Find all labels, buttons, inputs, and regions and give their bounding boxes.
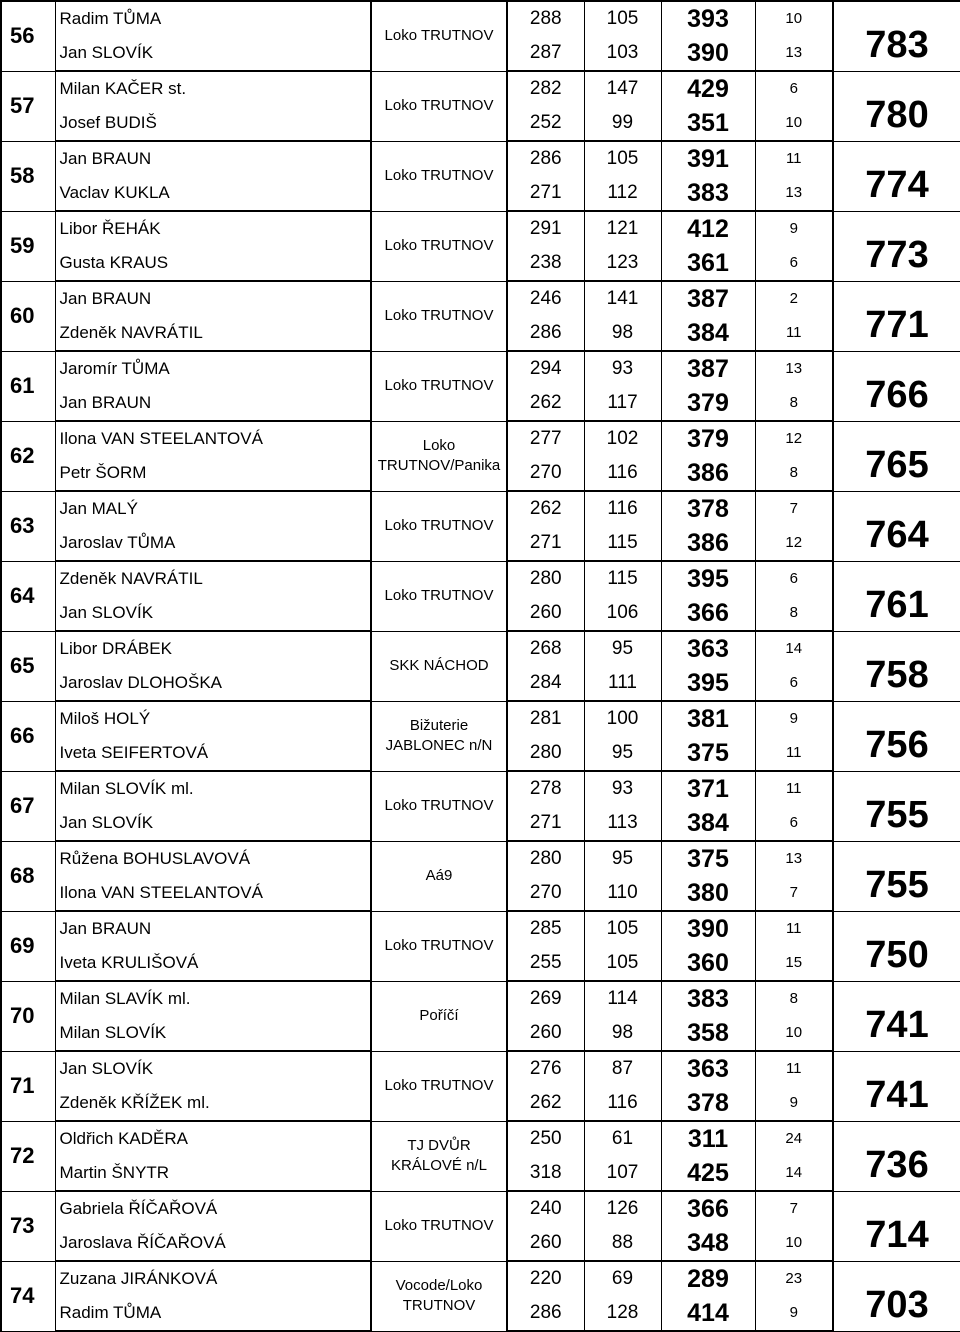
clear-score: 105 xyxy=(584,911,661,946)
misses-count: 2 xyxy=(755,281,833,316)
misses-count: 12 xyxy=(755,526,833,561)
table-row xyxy=(1,561,960,596)
table-row xyxy=(1,841,960,876)
player-total: 378 xyxy=(661,1086,755,1121)
club-cell: Aá9 xyxy=(371,841,507,911)
table-row xyxy=(1,71,960,106)
player-name: Petr ŠORM xyxy=(55,456,371,491)
table-row xyxy=(1,631,960,666)
rank-cell: 57 xyxy=(1,71,55,141)
full-score: 250 xyxy=(507,1121,584,1156)
club-cell: TJ DVŮR KRÁLOVÉ n/L xyxy=(371,1121,507,1191)
player-total: 363 xyxy=(661,1051,755,1086)
pair-total: 761 xyxy=(833,561,960,631)
misses-count: 7 xyxy=(755,1191,833,1226)
misses-count: 13 xyxy=(755,36,833,71)
full-score: 260 xyxy=(507,1016,584,1051)
clear-score: 117 xyxy=(584,386,661,421)
full-score: 260 xyxy=(507,1226,584,1261)
player-total: 381 xyxy=(661,701,755,736)
full-score: 276 xyxy=(507,1051,584,1086)
player-name: Jan BRAUN xyxy=(55,386,371,421)
player-total: 361 xyxy=(661,246,755,281)
clear-score: 121 xyxy=(584,211,661,246)
player-name: Jan BRAUN xyxy=(55,281,371,316)
full-score: 318 xyxy=(507,1156,584,1191)
misses-count: 11 xyxy=(755,911,833,946)
full-score: 286 xyxy=(507,1296,584,1331)
pair-total: 765 xyxy=(833,421,960,491)
full-score: 255 xyxy=(507,946,584,981)
table-row xyxy=(1,141,960,176)
full-score: 285 xyxy=(507,911,584,946)
rank-cell: 72 xyxy=(1,1121,55,1191)
club-cell: SKK NÁCHOD xyxy=(371,631,507,701)
player-total: 412 xyxy=(661,211,755,246)
player-total: 358 xyxy=(661,1016,755,1051)
table-row xyxy=(1,351,960,386)
player-name: Libor ŘEHÁK xyxy=(55,211,371,246)
player-name: Iveta KRULIŠOVÁ xyxy=(55,946,371,981)
misses-count: 15 xyxy=(755,946,833,981)
clear-score: 115 xyxy=(584,526,661,561)
table-row xyxy=(1,1261,960,1296)
full-score: 269 xyxy=(507,981,584,1016)
player-name: Josef BUDIŠ xyxy=(55,106,371,141)
misses-count: 9 xyxy=(755,1086,833,1121)
pair-total: 758 xyxy=(833,631,960,701)
club-cell: Loko TRUTNOV/Panika xyxy=(371,421,507,491)
full-score: 220 xyxy=(507,1261,584,1296)
player-name: Oldřich KADĚRA xyxy=(55,1121,371,1156)
player-total: 348 xyxy=(661,1226,755,1261)
full-score: 277 xyxy=(507,421,584,456)
player-name: Milan SLAVÍK ml. xyxy=(55,981,371,1016)
player-total: 363 xyxy=(661,631,755,666)
player-name: Jaromír TŮMA xyxy=(55,351,371,386)
clear-score: 114 xyxy=(584,981,661,1016)
club-cell: Loko TRUTNOV xyxy=(371,211,507,281)
player-name: Ilona VAN STEELANTOVÁ xyxy=(55,876,371,911)
club-cell: Loko TRUTNOV xyxy=(371,1051,507,1121)
pair-total: 780 xyxy=(833,71,960,141)
full-score: 281 xyxy=(507,701,584,736)
table-row xyxy=(1,211,960,246)
misses-count: 7 xyxy=(755,491,833,526)
player-total: 429 xyxy=(661,71,755,106)
rank-cell: 68 xyxy=(1,841,55,911)
full-score: 270 xyxy=(507,876,584,911)
misses-count: 10 xyxy=(755,1016,833,1051)
table-row xyxy=(1,1121,960,1156)
pair-total: 773 xyxy=(833,211,960,281)
full-score: 294 xyxy=(507,351,584,386)
full-score: 282 xyxy=(507,71,584,106)
player-name: Jan BRAUN xyxy=(55,911,371,946)
club-cell: Loko TRUTNOV xyxy=(371,1,507,71)
misses-count: 6 xyxy=(755,666,833,701)
pair-total: 764 xyxy=(833,491,960,561)
clear-score: 102 xyxy=(584,421,661,456)
rank-cell: 60 xyxy=(1,281,55,351)
misses-count: 12 xyxy=(755,421,833,456)
clear-score: 105 xyxy=(584,141,661,176)
club-cell: Loko TRUTNOV xyxy=(371,561,507,631)
full-score: 288 xyxy=(507,1,584,36)
club-cell: Loko TRUTNOV xyxy=(371,351,507,421)
player-total: 390 xyxy=(661,911,755,946)
clear-score: 113 xyxy=(584,806,661,841)
clear-score: 112 xyxy=(584,176,661,211)
misses-count: 9 xyxy=(755,211,833,246)
full-score: 286 xyxy=(507,141,584,176)
full-score: 238 xyxy=(507,246,584,281)
full-score: 260 xyxy=(507,596,584,631)
misses-count: 8 xyxy=(755,456,833,491)
full-score: 271 xyxy=(507,806,584,841)
player-total: 384 xyxy=(661,316,755,351)
misses-count: 9 xyxy=(755,701,833,736)
rank-cell: 64 xyxy=(1,561,55,631)
full-score: 287 xyxy=(507,36,584,71)
clear-score: 69 xyxy=(584,1261,661,1296)
player-name: Zuzana JIRÁNKOVÁ xyxy=(55,1261,371,1296)
rank-cell: 71 xyxy=(1,1051,55,1121)
clear-score: 98 xyxy=(584,1016,661,1051)
clear-score: 95 xyxy=(584,841,661,876)
misses-count: 6 xyxy=(755,246,833,281)
misses-count: 10 xyxy=(755,106,833,141)
full-score: 240 xyxy=(507,1191,584,1226)
full-score: 270 xyxy=(507,456,584,491)
rank-cell: 58 xyxy=(1,141,55,211)
clear-score: 111 xyxy=(584,666,661,701)
player-name: Radim TŮMA xyxy=(55,1,371,36)
pair-total: 703 xyxy=(833,1261,960,1331)
full-score: 252 xyxy=(507,106,584,141)
player-total: 384 xyxy=(661,806,755,841)
rank-cell: 70 xyxy=(1,981,55,1051)
player-total: 375 xyxy=(661,841,755,876)
club-cell: Loko TRUTNOV xyxy=(371,491,507,561)
misses-count: 13 xyxy=(755,841,833,876)
rank-cell: 67 xyxy=(1,771,55,841)
rank-cell: 65 xyxy=(1,631,55,701)
clear-score: 88 xyxy=(584,1226,661,1261)
full-score: 278 xyxy=(507,771,584,806)
table-row xyxy=(1,421,960,456)
player-total: 378 xyxy=(661,491,755,526)
rank-cell: 74 xyxy=(1,1261,55,1331)
clear-score: 147 xyxy=(584,71,661,106)
player-total: 387 xyxy=(661,281,755,316)
clear-score: 105 xyxy=(584,946,661,981)
full-score: 280 xyxy=(507,561,584,596)
pair-total: 771 xyxy=(833,281,960,351)
player-total: 380 xyxy=(661,876,755,911)
player-total: 366 xyxy=(661,596,755,631)
clear-score: 95 xyxy=(584,736,661,771)
player-total: 386 xyxy=(661,456,755,491)
clear-score: 110 xyxy=(584,876,661,911)
player-name: Jan BRAUN xyxy=(55,141,371,176)
table-row xyxy=(1,771,960,806)
table-row xyxy=(1,281,960,316)
club-cell: Vocode/Loko TRUTNOV xyxy=(371,1261,507,1331)
club-cell: Loko TRUTNOV xyxy=(371,771,507,841)
pair-total: 755 xyxy=(833,771,960,841)
player-total: 371 xyxy=(661,771,755,806)
rank-cell: 56 xyxy=(1,1,55,71)
pair-total: 741 xyxy=(833,981,960,1051)
misses-count: 11 xyxy=(755,736,833,771)
clear-score: 105 xyxy=(584,1,661,36)
player-name: Zdeněk NAVRÁTIL xyxy=(55,316,371,351)
pair-total: 774 xyxy=(833,141,960,211)
player-name: Jaroslava ŘÍČAŘOVÁ xyxy=(55,1226,371,1261)
player-name: Milan SLOVÍK xyxy=(55,1016,371,1051)
player-name: Jaroslav DLOHOŠKA xyxy=(55,666,371,701)
player-total: 387 xyxy=(661,351,755,386)
results-body xyxy=(1,1,960,1331)
misses-count: 11 xyxy=(755,1051,833,1086)
full-score: 280 xyxy=(507,736,584,771)
pair-total: 766 xyxy=(833,351,960,421)
misses-count: 14 xyxy=(755,1156,833,1191)
misses-count: 11 xyxy=(755,316,833,351)
misses-count: 24 xyxy=(755,1121,833,1156)
player-total: 391 xyxy=(661,141,755,176)
clear-score: 141 xyxy=(584,281,661,316)
rank-cell: 66 xyxy=(1,701,55,771)
player-name: Milan SLOVÍK ml. xyxy=(55,771,371,806)
player-total: 366 xyxy=(661,1191,755,1226)
pair-total: 783 xyxy=(833,1,960,71)
misses-count: 13 xyxy=(755,176,833,211)
clear-score: 116 xyxy=(584,1086,661,1121)
misses-count: 6 xyxy=(755,71,833,106)
club-cell: Loko TRUTNOV xyxy=(371,71,507,141)
pair-total: 755 xyxy=(833,841,960,911)
player-name: Milan KAČER st. xyxy=(55,71,371,106)
clear-score: 93 xyxy=(584,771,661,806)
player-name: Jan SLOVÍK xyxy=(55,36,371,71)
player-total: 395 xyxy=(661,561,755,596)
clear-score: 61 xyxy=(584,1121,661,1156)
misses-count: 11 xyxy=(755,141,833,176)
table-row xyxy=(1,911,960,946)
misses-count: 10 xyxy=(755,1,833,36)
clear-score: 87 xyxy=(584,1051,661,1086)
player-total: 375 xyxy=(661,736,755,771)
player-name: Ilona VAN STEELANTOVÁ xyxy=(55,421,371,456)
misses-count: 13 xyxy=(755,351,833,386)
rank-cell: 61 xyxy=(1,351,55,421)
table-row xyxy=(1,1191,960,1226)
player-name: Jan SLOVÍK xyxy=(55,806,371,841)
clear-score: 99 xyxy=(584,106,661,141)
rank-cell: 59 xyxy=(1,211,55,281)
misses-count: 6 xyxy=(755,561,833,596)
player-name: Gabriela ŘÍČAŘOVÁ xyxy=(55,1191,371,1226)
misses-count: 8 xyxy=(755,596,833,631)
player-name: Libor DRÁBEK xyxy=(55,631,371,666)
player-total: 425 xyxy=(661,1156,755,1191)
club-cell: Loko TRUTNOV xyxy=(371,1191,507,1261)
player-total: 289 xyxy=(661,1261,755,1296)
misses-count: 9 xyxy=(755,1296,833,1331)
club-cell: Loko TRUTNOV xyxy=(371,911,507,981)
player-name: Gusta KRAUS xyxy=(55,246,371,281)
table-row xyxy=(1,491,960,526)
full-score: 271 xyxy=(507,526,584,561)
clear-score: 116 xyxy=(584,456,661,491)
table-row xyxy=(1,1051,960,1086)
full-score: 262 xyxy=(507,386,584,421)
full-score: 271 xyxy=(507,176,584,211)
clear-score: 107 xyxy=(584,1156,661,1191)
player-name: Zdeněk KŘÍŽEK ml. xyxy=(55,1086,371,1121)
misses-count: 8 xyxy=(755,386,833,421)
player-name: Jan MALÝ xyxy=(55,491,371,526)
player-total: 383 xyxy=(661,176,755,211)
player-name: Jan SLOVÍK xyxy=(55,1051,371,1086)
player-name: Jaroslav TŮMA xyxy=(55,526,371,561)
clear-score: 116 xyxy=(584,491,661,526)
player-name: Martin ŠNYTR xyxy=(55,1156,371,1191)
clear-score: 123 xyxy=(584,246,661,281)
player-name: Zdeněk NAVRÁTIL xyxy=(55,561,371,596)
clear-score: 106 xyxy=(584,596,661,631)
rank-cell: 63 xyxy=(1,491,55,561)
pair-total: 741 xyxy=(833,1051,960,1121)
clear-score: 103 xyxy=(584,36,661,71)
misses-count: 6 xyxy=(755,806,833,841)
table-row xyxy=(1,701,960,736)
clear-score: 128 xyxy=(584,1296,661,1331)
clear-score: 98 xyxy=(584,316,661,351)
full-score: 286 xyxy=(507,316,584,351)
rank-cell: 69 xyxy=(1,911,55,981)
misses-count: 14 xyxy=(755,631,833,666)
pair-total: 736 xyxy=(833,1121,960,1191)
player-total: 379 xyxy=(661,421,755,456)
player-name: Iveta SEIFERTOVÁ xyxy=(55,736,371,771)
full-score: 262 xyxy=(507,491,584,526)
club-cell: Bižuterie JABLONEC n/N xyxy=(371,701,507,771)
full-score: 268 xyxy=(507,631,584,666)
full-score: 262 xyxy=(507,1086,584,1121)
rank-cell: 62 xyxy=(1,421,55,491)
pair-total: 750 xyxy=(833,911,960,981)
player-total: 379 xyxy=(661,386,755,421)
clear-score: 95 xyxy=(584,631,661,666)
player-name: Radim TŮMA xyxy=(55,1296,371,1331)
player-name: Růžena BOHUSLAVOVÁ xyxy=(55,841,371,876)
table-row xyxy=(1,1,960,36)
player-total: 351 xyxy=(661,106,755,141)
player-total: 414 xyxy=(661,1296,755,1331)
pair-total: 714 xyxy=(833,1191,960,1261)
rank-cell: 73 xyxy=(1,1191,55,1261)
club-cell: Loko TRUTNOV xyxy=(371,141,507,211)
pair-total: 756 xyxy=(833,701,960,771)
club-cell: Loko TRUTNOV xyxy=(371,281,507,351)
misses-count: 11 xyxy=(755,771,833,806)
player-total: 360 xyxy=(661,946,755,981)
player-name: Jan SLOVÍK xyxy=(55,596,371,631)
player-total: 395 xyxy=(661,666,755,701)
clear-score: 100 xyxy=(584,701,661,736)
misses-count: 7 xyxy=(755,876,833,911)
full-score: 246 xyxy=(507,281,584,316)
full-score: 284 xyxy=(507,666,584,701)
player-total: 383 xyxy=(661,981,755,1016)
player-total: 390 xyxy=(661,36,755,71)
clear-score: 93 xyxy=(584,351,661,386)
misses-count: 10 xyxy=(755,1226,833,1261)
club-cell: Poříčí xyxy=(371,981,507,1051)
clear-score: 126 xyxy=(584,1191,661,1226)
table-row xyxy=(1,981,960,1016)
player-total: 386 xyxy=(661,526,755,561)
player-name: Miloš HOLÝ xyxy=(55,701,371,736)
player-total: 393 xyxy=(661,1,755,36)
full-score: 280 xyxy=(507,841,584,876)
misses-count: 8 xyxy=(755,981,833,1016)
player-total: 311 xyxy=(661,1121,755,1156)
full-score: 291 xyxy=(507,211,584,246)
misses-count: 23 xyxy=(755,1261,833,1296)
clear-score: 115 xyxy=(584,561,661,596)
player-name: Vaclav KUKLA xyxy=(55,176,371,211)
